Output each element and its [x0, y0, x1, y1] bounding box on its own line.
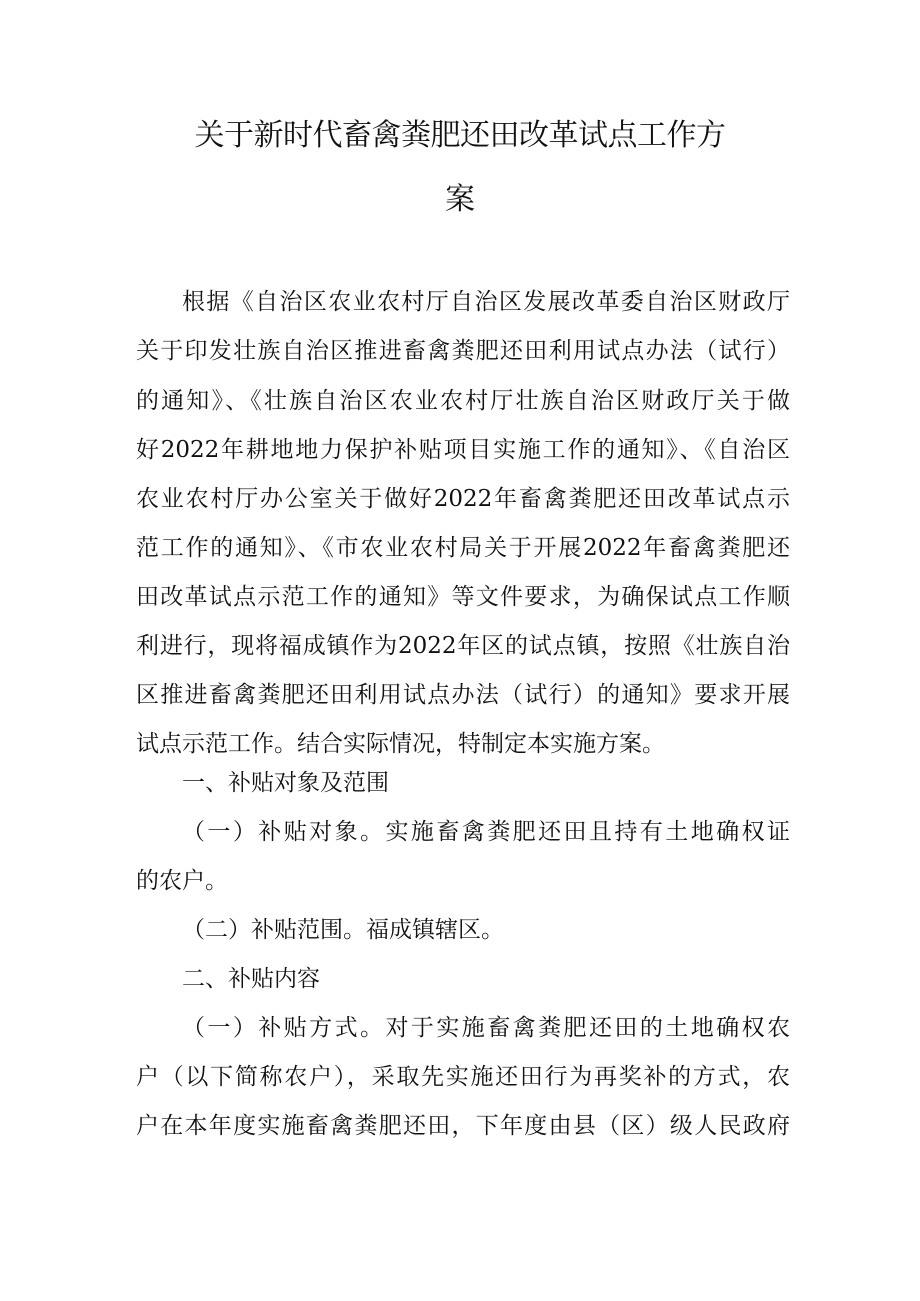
- body-line: 户（以下简称农户），采取先实施还田行为再奖补的方式，农: [136, 1064, 790, 1090]
- section-heading: 一、补贴对象及范围: [182, 770, 389, 796]
- document-title-line-2: 案: [445, 182, 475, 217]
- body-line: 关于印发壮族自治区推进畜禽粪肥还田利用试点办法（试行）: [136, 338, 790, 364]
- section-heading: 二、补贴内容: [182, 966, 320, 992]
- body-line: 的农户。: [136, 868, 228, 894]
- body-line: 利进行，现将福成镇作为2022年区的试点镇，按照《壮族自治: [136, 633, 790, 659]
- body-line: （一）补贴对象。实施畜禽粪肥还田且持有土地确权证: [182, 819, 790, 845]
- body-line: 区推进畜禽粪肥还田利用试点办法（试行）的通知》要求开展: [136, 682, 790, 708]
- document-title-line-1: 关于新时代畜禽粪肥还田改革试点工作方: [194, 118, 726, 153]
- body-line: 好2022年耕地地力保护补贴项目实施工作的通知》、《自治区: [136, 437, 790, 463]
- body-line: 范工作的通知》、《市农业农村局关于开展2022年畜禽粪肥还: [136, 535, 790, 561]
- body-line: 田改革试点示范工作的通知》等文件要求，为确保试点工作顺: [136, 584, 790, 610]
- body-line: 试点示范工作。结合实际情况，特制定本实施方案。: [136, 731, 665, 757]
- body-line: 根据《自治区农业农村厅自治区发展改革委自治区财政厅: [182, 289, 790, 315]
- body-line: 的通知》、《壮族自治区农业农村厅壮族自治区财政厅关于做: [136, 388, 790, 414]
- body-line: （一）补贴方式。对于实施畜禽粪肥还田的土地确权农: [182, 1015, 790, 1041]
- body-line: （二）补贴范围。福成镇辖区。: [182, 917, 504, 943]
- body-line: 农业农村厅办公室关于做好2022年畜禽粪肥还田改革试点示: [136, 486, 790, 512]
- body-line: 户在本年度实施畜禽粪肥还田，下年度由县（区）级人民政府: [136, 1113, 790, 1139]
